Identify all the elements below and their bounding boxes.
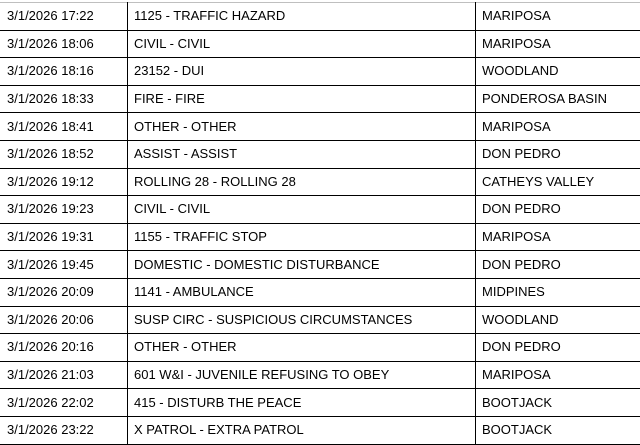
location-cell: MARIPOSA: [476, 3, 640, 31]
datetime-cell: 3/1/2026 19:12: [1, 168, 128, 196]
datetime-cell: 3/1/2026 18:16: [1, 58, 128, 86]
location-cell: CATHEYS VALLEY: [476, 168, 640, 196]
datetime-cell: 3/1/2026 18:52: [1, 140, 128, 168]
table-row: [1, 3, 640, 31]
location-cell: DON PEDRO: [476, 334, 640, 362]
incident-cell: CIVIL - CIVIL: [128, 30, 476, 58]
table-row: [1, 223, 640, 251]
datetime-cell: 3/1/2026 22:02: [1, 389, 128, 417]
incident-cell: OTHER - OTHER: [128, 113, 476, 141]
location-cell: DON PEDRO: [476, 140, 640, 168]
incident-log-body: [1, 3, 640, 445]
table-row: [1, 85, 640, 113]
location-cell: BOOTJACK: [476, 389, 640, 417]
table-row: [1, 140, 640, 168]
location-cell: WOODLAND: [476, 58, 640, 86]
table-row: [1, 58, 640, 86]
incident-cell: ASSIST - ASSIST: [128, 140, 476, 168]
incident-log-table: [0, 2, 640, 445]
datetime-cell: 3/1/2026 19:23: [1, 196, 128, 224]
incident-cell: 23152 - DUI: [128, 58, 476, 86]
datetime-cell: 3/1/2026 18:06: [1, 30, 128, 58]
location-cell: DON PEDRO: [476, 251, 640, 279]
location-cell: PONDEROSA BASIN: [476, 85, 640, 113]
datetime-cell: 3/1/2026 17:22: [1, 3, 128, 31]
datetime-cell: 3/1/2026 18:41: [1, 113, 128, 141]
datetime-cell: 3/1/2026 20:06: [1, 306, 128, 334]
location-cell: MIDPINES: [476, 278, 640, 306]
table-row: [1, 30, 640, 58]
table-row: [1, 361, 640, 389]
table-row: [1, 196, 640, 224]
table-row: [1, 113, 640, 141]
location-cell: WOODLAND: [476, 306, 640, 334]
table-row: [1, 334, 640, 362]
location-cell: MARIPOSA: [476, 30, 640, 58]
incident-cell: SUSP CIRC - SUSPICIOUS CIRCUMSTANCES: [128, 306, 476, 334]
datetime-cell: 3/1/2026 20:16: [1, 334, 128, 362]
incident-cell: 601 W&I - JUVENILE REFUSING TO OBEY: [128, 361, 476, 389]
incident-cell: ROLLING 28 - ROLLING 28: [128, 168, 476, 196]
table-row: [1, 251, 640, 279]
datetime-cell: 3/1/2026 21:03: [1, 361, 128, 389]
incident-cell: 1125 - TRAFFIC HAZARD: [128, 3, 476, 31]
datetime-cell: 3/1/2026 19:45: [1, 251, 128, 279]
location-cell: MARIPOSA: [476, 223, 640, 251]
table-row: [1, 416, 640, 444]
incident-cell: 415 - DISTURB THE PEACE: [128, 389, 476, 417]
datetime-cell: 3/1/2026 23:22: [1, 416, 128, 444]
incident-cell: DOMESTIC - DOMESTIC DISTURBANCE: [128, 251, 476, 279]
incident-cell: CIVIL - CIVIL: [128, 196, 476, 224]
table-row: [1, 278, 640, 306]
datetime-cell: 3/1/2026 18:33: [1, 85, 128, 113]
incident-cell: X PATROL - EXTRA PATROL: [128, 416, 476, 444]
table-row: [1, 168, 640, 196]
table-row: [1, 306, 640, 334]
location-cell: DON PEDRO: [476, 196, 640, 224]
incident-cell: 1155 - TRAFFIC STOP: [128, 223, 476, 251]
datetime-cell: 3/1/2026 20:09: [1, 278, 128, 306]
table-row: [1, 389, 640, 417]
location-cell: MARIPOSA: [476, 113, 640, 141]
incident-cell: OTHER - OTHER: [128, 334, 476, 362]
incident-cell: 1141 - AMBULANCE: [128, 278, 476, 306]
incident-cell: FIRE - FIRE: [128, 85, 476, 113]
location-cell: MARIPOSA: [476, 361, 640, 389]
datetime-cell: 3/1/2026 19:31: [1, 223, 128, 251]
location-cell: BOOTJACK: [476, 416, 640, 444]
